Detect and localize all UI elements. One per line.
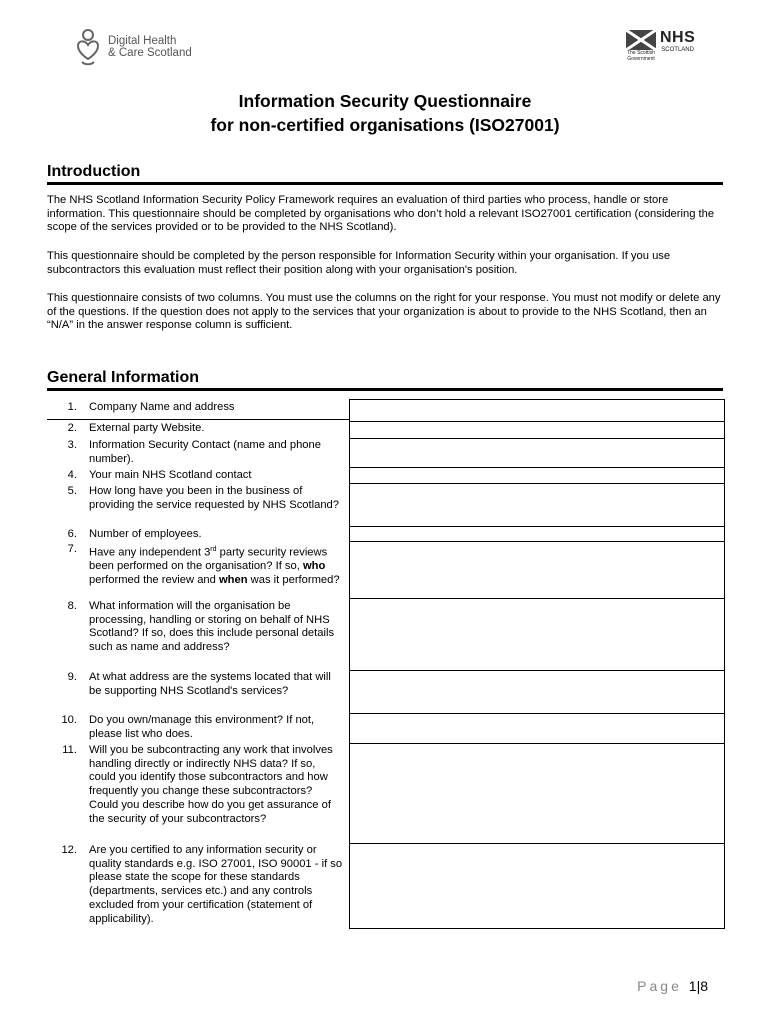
q7-number: 7. [67,543,77,555]
page-label: Page [637,978,682,994]
gov-line1: The Scottish [627,50,655,56]
q10-answer-field[interactable] [349,713,725,744]
q12-text: Are you certified to any information security or quality standards e.g. ISO 27001, ISO 90001 - if so please state the scope for these standards (departments, services etc.) and any controls excluded from your certification (statement of applicability). [89,844,343,925]
q1-text: Company Name and address [89,401,235,413]
q12-number: 12. [61,844,77,856]
q7-text: Have any independent 3rd party security reviews been performed on the organisation? If so, who performed the review and when was it performed? [89,546,340,587]
intro-paragraph-3: This questionnaire consists of two columns. You must use the columns on the right for your response. You must not modify or delete any of the questions. If the question does not apply to the services that your organization is about to provide to the NHS Scotland, then an “N/A” in the answer response column is sufficient. [47,292,721,331]
q8-text: What information will the organisation be processing, handling or storing on behalf of NHS Scotland? If so, does this include personal details such as name and address? [89,600,335,654]
q2-number: 2. [67,422,77,434]
q5-answer-field[interactable] [349,483,725,527]
introduction-heading: Introduction [47,163,723,185]
q5-number: 5. [67,485,77,497]
q3-answer-field[interactable] [349,438,725,468]
page-number [637,978,708,994]
q6-number: 6. [67,528,77,540]
q2-text: External party Website. [89,422,205,434]
gov-line2: Government [627,56,655,62]
q9-text: At what address are the systems located that will be supporting NHS Scotland's services? [89,671,331,697]
q4-text: Your main NHS Scotland contact [89,469,252,481]
q1-answer-field[interactable] [349,399,725,422]
nhs-sub: SCOTLAND [661,47,694,53]
page-separator: | [696,978,701,994]
intro-paragraph-2: This questionnaire should be completed by the person responsible for Information Security within your organisation. If you use subcontractors this evaluation must reflect their position along with your organisation's position. [47,250,671,276]
dhcs-line1: Digital Health [108,35,177,47]
q11-text: Will you be subcontracting any work that involves handling directly or indirectly NHS data? If so, could you identify those subcontractors and how frequently you change these subcontractors? Could you describe how do you get assurance of the security of your subcontractors? [89,744,333,825]
q11-answer-field[interactable] [349,743,725,844]
q3-number: 3. [67,439,77,451]
q7-answer-field[interactable] [349,541,725,599]
q4-number: 4. [67,469,77,481]
doc-title-line1: Information Security Questionnaire [238,91,532,111]
q8-answer-field[interactable] [349,598,725,671]
q5-text: How long have you been in the business of providing the service requested by NHS Scotland? [89,485,339,511]
intro-paragraph-1: The NHS Scotland Information Security Policy Framework requires an evaluation of third parties who process, handle or store information. This questionnaire should be completed by organisations who don’t hold a relevant ISO27001 certification (considering the scope of the services provided or to be provided to the NHS Scotland). [47,194,715,233]
q4-answer-field[interactable] [349,467,725,484]
general-info-heading: General Information [47,369,723,391]
row-divider [47,419,349,420]
dhcs-logo [74,28,192,66]
q10-number: 10. [61,714,77,726]
nhs-scotland-logo [626,30,695,62]
nhs-wordmark: NHS [660,29,696,46]
dhcs-emblem-icon [74,28,102,66]
q9-answer-field[interactable] [349,670,725,714]
q1-number: 1. [67,401,77,413]
q12-answer-field[interactable] [349,843,725,929]
page-total: 8 [700,978,708,994]
dhcs-line2: & Care Scotland [108,47,192,59]
q8-number: 8. [67,600,77,612]
q11-number: 11. [62,744,77,756]
page-current: 1 [688,978,697,994]
q3-text: Information Security Contact (name and phone number). [89,439,321,465]
q2-answer-field[interactable] [349,421,725,439]
doc-title-line2: for non-certified organisations (ISO27001) [210,115,560,135]
q6-text: Number of employees. [89,528,202,540]
saltire-flag-icon [626,30,656,50]
q6-answer-field[interactable] [349,526,725,542]
q9-number: 9. [67,671,77,683]
q10-text: Do you own/manage this environment? If not, please list who does. [89,714,315,740]
